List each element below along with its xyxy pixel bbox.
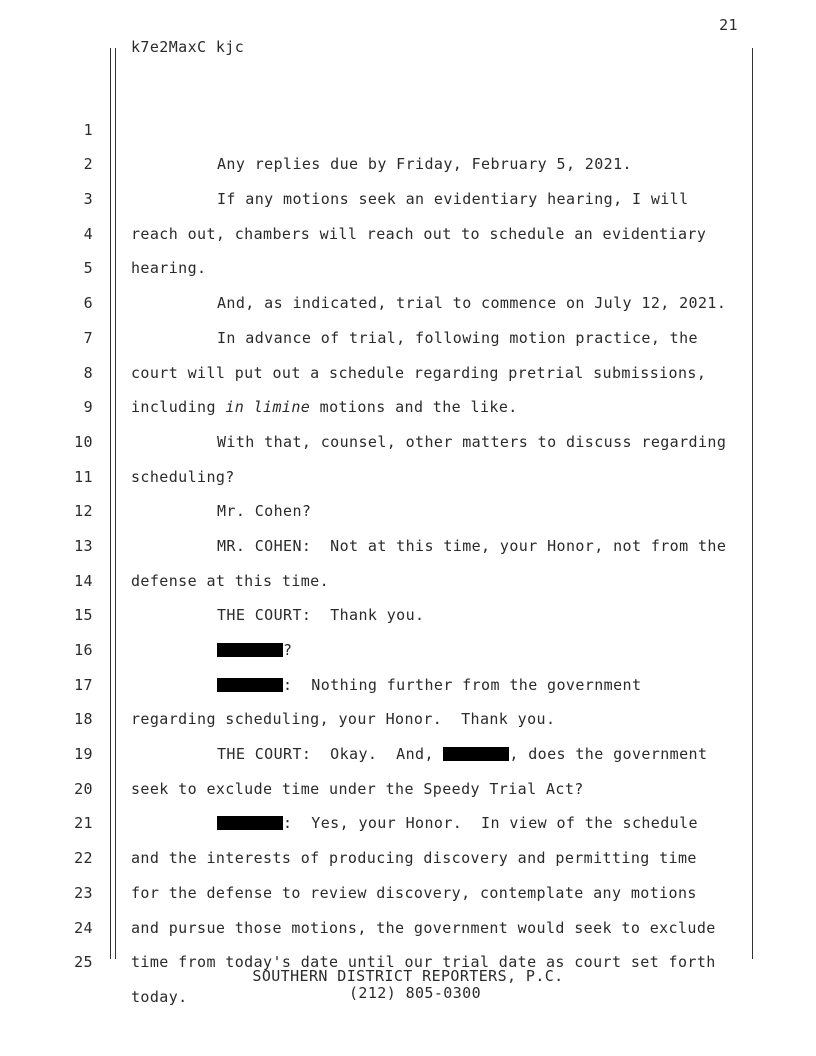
page-footer <box>0 968 816 1002</box>
line-number: 5 <box>83 259 93 278</box>
line-number: 24 <box>74 918 93 937</box>
line-number: 3 <box>83 190 93 209</box>
transcript-line <box>0 78 816 174</box>
line-number: 6 <box>83 294 93 313</box>
line-text-segment: : Yes, your Honor. In view of the schedule <box>283 814 698 833</box>
line-number: 14 <box>74 571 93 590</box>
line-number: 19 <box>74 745 93 764</box>
footer-reporter: SOUTHERN DISTRICT REPORTERS, P.C. <box>252 967 564 985</box>
line-number: 18 <box>74 710 93 729</box>
line-text: regarding scheduling, your Honor. Thank you. <box>131 710 556 729</box>
line-text: seek to exclude time under the Speedy Trial Act? <box>131 779 584 798</box>
line-text: court will put out a schedule regarding pretrial submissions, <box>131 363 707 382</box>
line-number: 4 <box>83 224 93 243</box>
line-number: 8 <box>83 363 93 382</box>
line-number: 20 <box>74 779 93 798</box>
line-number: 22 <box>74 849 93 868</box>
document-header-id: k7e2MaxC kjc <box>131 38 245 56</box>
line-number: 12 <box>74 502 93 521</box>
line-number: 16 <box>74 641 93 660</box>
line-text: reach out, chambers will reach out to schedule an evidentiary <box>131 224 707 243</box>
line-text: and the interests of producing discovery and permitting time <box>131 849 697 868</box>
line-text: MR. COHEN: Not at this time, your Honor, not from the <box>217 536 727 555</box>
line-text: time from today's date until our trial date as court set forth <box>131 953 716 972</box>
line-text: scheduling? <box>131 467 235 486</box>
line-number: 25 <box>74 953 93 972</box>
line-text-segment: , does the government <box>509 745 708 764</box>
line-number: 7 <box>83 328 93 347</box>
line-text: and pursue those motions, the government would seek to exclude <box>131 918 716 937</box>
line-text: If any motions seek an evidentiary hearing, I will <box>217 190 689 209</box>
line-number: 23 <box>74 883 93 902</box>
line-text: In advance of trial, following motion practice, the <box>217 328 698 347</box>
line-text: Mr. Cohen? <box>217 502 312 521</box>
line-text: With that, counsel, other matters to discuss regarding <box>217 432 727 451</box>
line-text-segment: including <box>131 398 226 417</box>
line-number: 10 <box>74 432 93 451</box>
line-number: 9 <box>83 398 93 417</box>
footer-phone: (212) 805-0300 <box>348 984 482 1002</box>
line-text: Any replies due by Friday, February 5, 2021. <box>217 155 632 174</box>
line-number: 15 <box>74 606 93 625</box>
line-number: 1 <box>83 120 93 139</box>
line-text: hearing. <box>131 259 207 278</box>
line-text: defense at this time. <box>131 571 330 590</box>
line-text: THE COURT: Thank you. <box>217 606 425 625</box>
line-text-segment: THE COURT: Okay. And, <box>217 745 444 764</box>
line-number: 2 <box>83 155 93 174</box>
line-text-segment: : Nothing further from the government <box>283 675 642 694</box>
page-number: 21 <box>719 16 738 34</box>
line-number: 17 <box>74 675 93 694</box>
line-text-segment: ? <box>283 641 293 660</box>
line-text: for the defense to review discovery, contemplate any motions <box>131 883 697 902</box>
line-number: 13 <box>74 536 93 555</box>
line-text: And, as indicated, trial to commence on July 12, 2021. <box>217 294 727 313</box>
line-text-segment: motions and the like. <box>310 398 518 417</box>
line-text: today. <box>131 987 188 1006</box>
line-number: 21 <box>74 814 93 833</box>
italic-term: in limine <box>225 398 311 417</box>
line-number: 11 <box>74 467 93 486</box>
